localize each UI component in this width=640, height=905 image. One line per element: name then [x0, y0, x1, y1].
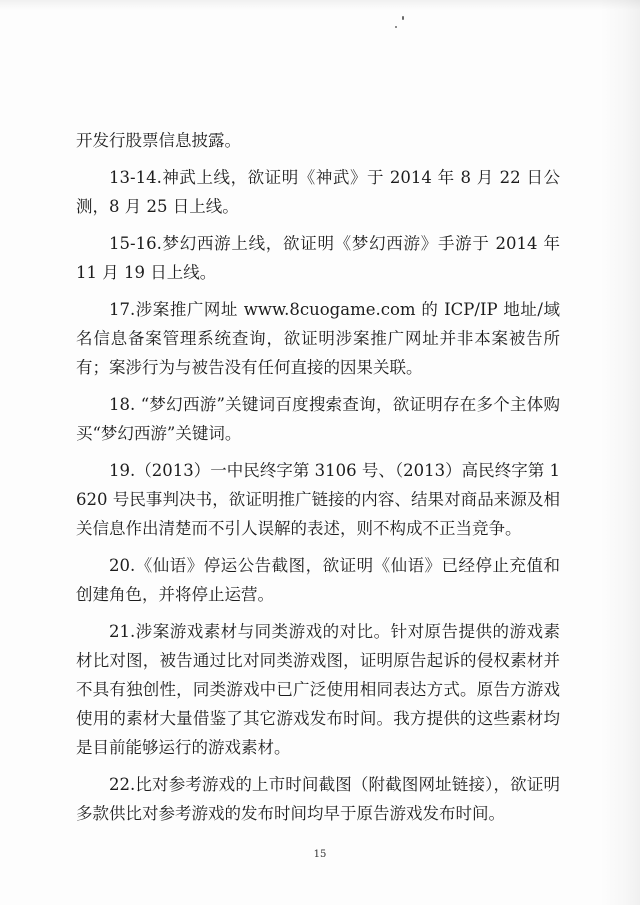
paragraph-item-15-16: 15-16.梦幻西游上线，欲证明《梦幻西游》手游于 2014 年 11 月 19 日上线。 [76, 234, 560, 282]
paragraph-item-22: 22.比对参考游戏的上市时间截图（附截图网址链接），欲证明多款供比对参考游戏的发布时间均早于原告游戏发布时间。 [76, 775, 560, 823]
paragraph-continuation: 开发行股票信息披露。 [76, 131, 241, 150]
paragraph-item-13-14: 13-14.神武上线，欲证明《神武》于 2014 年 8 月 22 日公测，8 月 25 日上线。 [76, 168, 560, 216]
paragraph-item-20: 20.《仙语》停运公告截图，欲证明《仙语》已经停止充值和创建角色，并将停止运营。 [76, 556, 560, 604]
document-body [76, 126, 560, 836]
paragraph-item-17: 17.涉案推广网址 www.8cuogame.com 的 ICP/IP 地址/域名信息备案管理系统查询，欲证明涉案推广网址并非本案被告所有；案涉行为与被告没有任何直接的因果关联。 [76, 300, 560, 377]
scan-top-shadow [0, 0, 640, 10]
paragraph-item-18: 18. “梦幻西游”关键词百度搜索查询，欲证明存在多个主体购买“梦幻西游”关键词。 [76, 395, 560, 443]
page-number: 15 [313, 849, 327, 860]
scan-speck [402, 16, 404, 20]
scan-speck [395, 26, 397, 28]
paragraph-item-19: 19.（2013）一中民终字第 3106 号、（2013）高民终字第 1620 号民事判决书，欲证明推广链接的内容、结果对商品来源及相关信息作出清楚而不引人误解的表述，则不构成不正当竞争。 [76, 461, 560, 538]
scan-edge-shadow [600, 0, 640, 905]
paragraph-item-21: 21.涉案游戏素材与同类游戏的对比。针对原告提供的游戏素材比对图，被告通过比对同类游戏图，证明原告起诉的侵权素材并不具有独创性，同类游戏中已广泛使用相同表达方式。原告方游戏使用的素材大量借鉴了其它游戏发布时间。我方提供的这些素材均是目前能够运行的游戏素材。 [76, 622, 560, 757]
